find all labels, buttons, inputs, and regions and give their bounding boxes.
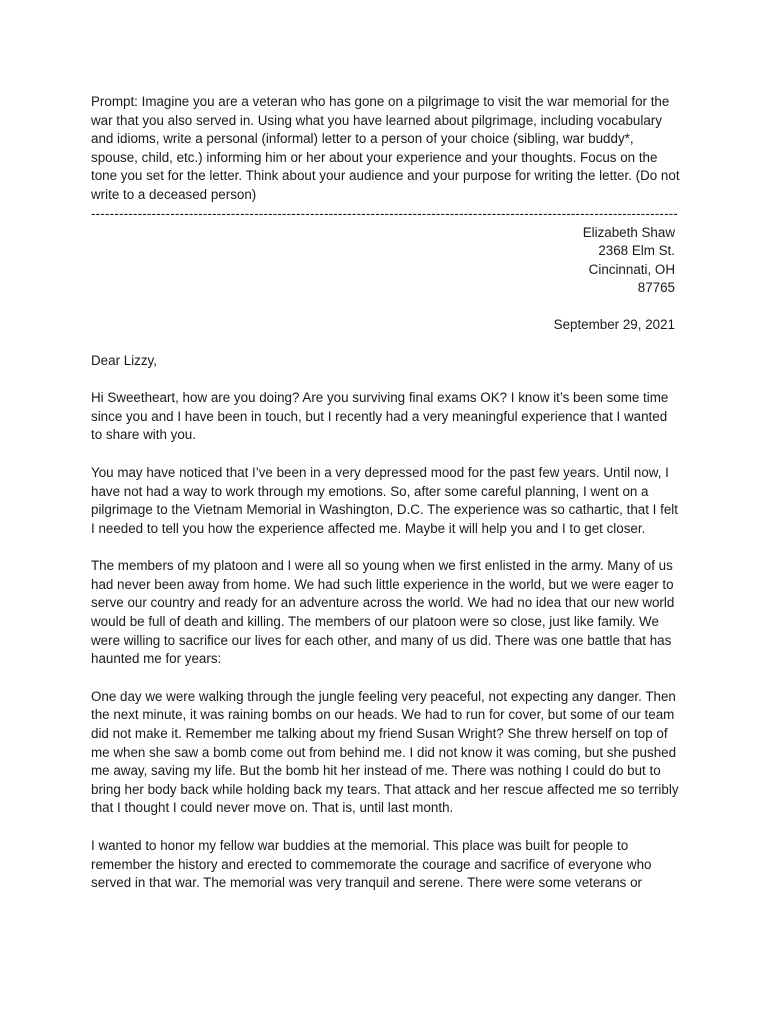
address-city: Cincinnati, OH (588, 261, 675, 277)
paragraph-3: The members of my platoon and I were all so young when we first enlisted in the army. Many of us had never been away from home. We had such little experience in the world, but we were eager to serve our country and ready for an adventure across the world. We had no idea that our new world would be full of death and killing. The members of our platoon were so close, just like family. We were willing to sacrifice our lives for each other, and many of us did. There was one battle that has haunted me for years: (91, 558, 675, 667)
address-zip: 87765 (637, 280, 675, 296)
paragraph-5: I wanted to honor my fellow war buddies at the memorial. This place was built for people to remember the history and erected to commemorate the courage and sacrifice of everyone who served in that war. The memorial was very tranquil and serene. There were some veterans or (91, 838, 652, 891)
letter-content (91, 93, 681, 893)
letter-date: September 29, 2021 (553, 316, 675, 332)
paragraph-4: One day we were walking through the jungle feeling very peaceful, not expecting any danger. Then the next minute, it was raining bombs on our heads. We had to run for cover, but some of our team did not make it. Remember me talking about my friend Susan Wright? She threw herself on top of me when she saw a bomb come out from behind me. I did not know it was coming, but she pushed me away, saving my life. But the bomb hit her instead of me. There was nothing I could do but to bring her body back while holding back my tears. That attack and her rescue affected me so terribly that I thought I could never move on. That is, until last month. (91, 688, 679, 816)
paragraph-1: Hi Sweetheart, how are you doing? Are you surviving final exams OK? I know it’s been some time since you and I have been in touch, but I recently had a very meaningful experience that I wanted to share with you. (91, 390, 669, 443)
salutation: Dear Lizzy, (91, 352, 157, 368)
divider-line: ------------------------------------------------------------------------------------------------------------------------------ (91, 205, 679, 221)
address-street: 2368 Elm St. (598, 243, 675, 259)
prompt-text: Prompt: Imagine you are a veteran who has gone on a pilgrimage to visit the war memorial for the war that you also served in. Using what you have learned about pilgrimage, including vocabulary and idioms, write a personal (informal) letter to a person of your choice (sibling, war buddy*, spouse, child, etc.) informing him or her about your experience and your thoughts. Focus on the tone you set for the letter. Think about your audience and your purpose for writing the letter. (Do not write to a deceased person) (91, 94, 680, 202)
address-name: Elizabeth Shaw (582, 224, 675, 240)
sender-address (91, 224, 681, 298)
paragraph-2: You may have noticed that I’ve been in a very depressed mood for the past few years. Until now, I have not had a way to work through my emotions. So, after some careful planning, I went on a pilgrimage to the Vietnam Memorial in Washington, D.C. The experience was so cathartic, that I felt I needed to tell you how the experience affected me. Maybe it will help you and I to get closer. (91, 464, 678, 536)
